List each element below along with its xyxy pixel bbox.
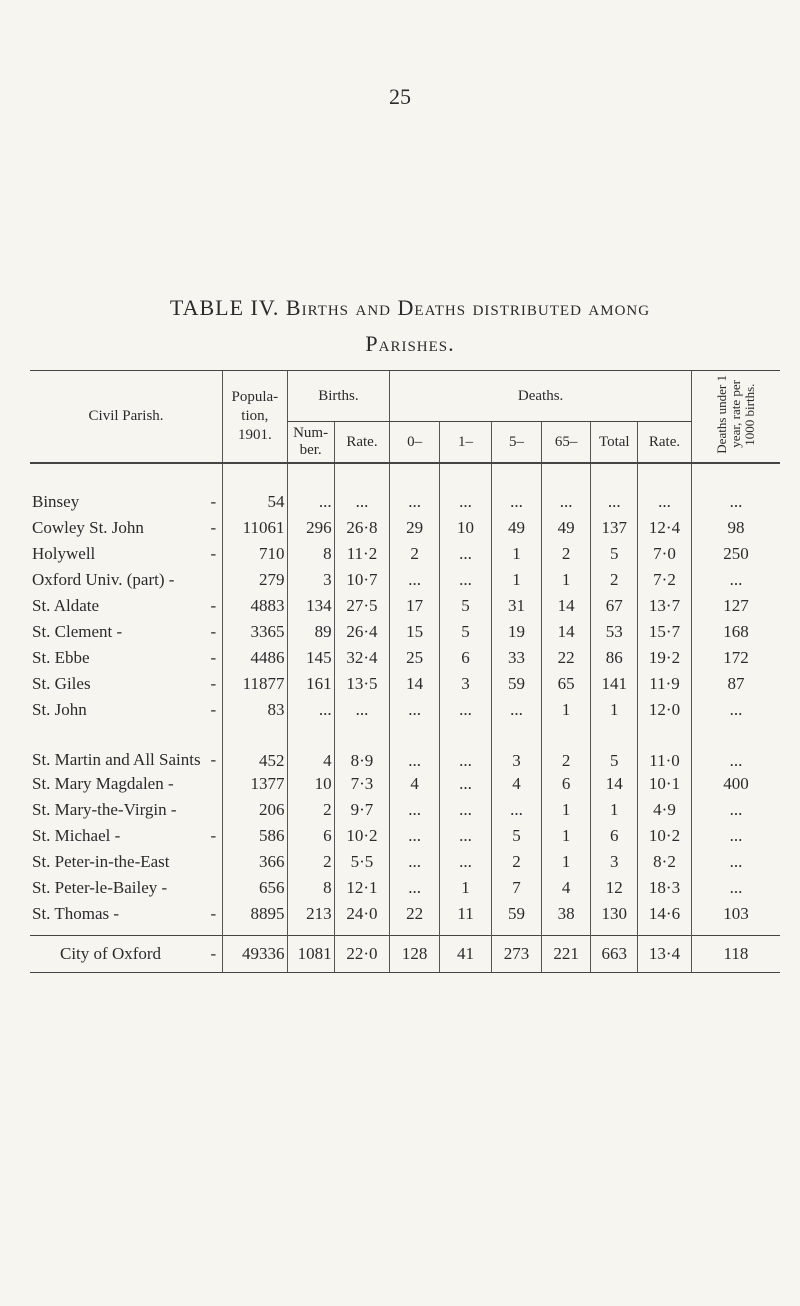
parish-name: St. Peter-in-the-East: [32, 852, 170, 871]
total-deaths-5: 273: [492, 936, 542, 973]
deaths-65-cell: 1: [541, 797, 591, 823]
parish-cell: [30, 619, 223, 645]
deaths-5-cell: 31: [492, 593, 542, 619]
deaths-rate-cell: ...: [638, 489, 692, 515]
table-body: [30, 463, 780, 927]
population-cell: 656: [223, 875, 287, 901]
parish-cell: [30, 697, 223, 723]
births-rate-cell: 10·2: [334, 823, 390, 849]
parish-name: St. Giles: [32, 674, 91, 693]
deaths-1-cell: ...: [439, 797, 491, 823]
infant-rate-cell: 172: [691, 645, 780, 671]
infant-rate-cell: ...: [691, 567, 780, 593]
parish-cell: [30, 593, 223, 619]
total-row: [30, 936, 780, 973]
births-number-cell: 145: [287, 645, 334, 671]
deaths-total-cell: 2: [591, 567, 638, 593]
deaths-65-cell: 1: [541, 567, 591, 593]
population-cell: 1377: [223, 771, 287, 797]
deaths-1-cell: 6: [439, 645, 491, 671]
infant-rate-cell: ...: [691, 489, 780, 515]
parish-name: St. Thomas -: [32, 904, 120, 923]
parish-name: St. Peter-le-Bailey -: [32, 878, 168, 897]
deaths-65-cell: 2: [541, 723, 591, 771]
parish-name: St. John: [32, 700, 87, 719]
parish-dash: -: [210, 492, 217, 511]
deaths-rate-cell: 19·2: [638, 645, 692, 671]
deaths-5-cell: 59: [492, 671, 542, 697]
table-row: [30, 619, 780, 645]
infant-rate-cell: ...: [691, 697, 780, 723]
header-births: Births.: [287, 371, 390, 422]
table-row: [30, 771, 780, 797]
table-row: [30, 797, 780, 823]
deaths-total-cell: 14: [591, 771, 638, 797]
population-cell: 3365: [223, 619, 287, 645]
deaths-total-cell: 53: [591, 619, 638, 645]
deaths-rate-cell: 13·7: [638, 593, 692, 619]
infant-rate-cell: 168: [691, 619, 780, 645]
births-number-cell: 10: [287, 771, 334, 797]
infant-rate-cell: 250: [691, 541, 780, 567]
population-cell: 452: [223, 723, 287, 771]
parish-name: St. Ebbe: [32, 648, 90, 667]
deaths-1-cell: ...: [439, 541, 491, 567]
header-deaths-total: Total: [591, 422, 638, 464]
table-row: [30, 489, 780, 515]
deaths-total-cell: 12: [591, 875, 638, 901]
births-number-cell: 296: [287, 515, 334, 541]
births-rate-cell: 7·3: [334, 771, 390, 797]
total-deaths-rate: 13·4: [638, 936, 692, 973]
births-number-cell: 213: [287, 901, 334, 927]
deaths-65-cell: 4: [541, 875, 591, 901]
table-title-prefix: TABLE IV.: [169, 295, 280, 320]
deaths-rate-cell: 12·0: [638, 697, 692, 723]
table-row: [30, 823, 780, 849]
deaths-5-cell: 33: [492, 645, 542, 671]
deaths-total-cell: 86: [591, 645, 638, 671]
infant-rate-cell: ...: [691, 849, 780, 875]
parish-dash: -: [210, 674, 217, 693]
deaths-65-cell: 2: [541, 541, 591, 567]
population-cell: 54: [223, 489, 287, 515]
deaths-rate-cell: 18·3: [638, 875, 692, 901]
parish-cell: [30, 875, 223, 901]
deaths-65-cell: 14: [541, 593, 591, 619]
population-cell: 710: [223, 541, 287, 567]
deaths-total-cell: 5: [591, 541, 638, 567]
births-number-cell: 89: [287, 619, 334, 645]
population-cell: 8895: [223, 901, 287, 927]
parish-dash: -: [210, 622, 217, 641]
infant-rate-cell: 400: [691, 771, 780, 797]
parish-name: St. Mary-the-Virgin -: [32, 800, 177, 819]
parish-cell: [30, 849, 223, 875]
parish-name: St. Aldate: [32, 596, 100, 615]
deaths-1-cell: ...: [439, 567, 491, 593]
deaths-65-cell: ...: [541, 489, 591, 515]
deaths-rate-cell: 7·0: [638, 541, 692, 567]
deaths-1-cell: 1: [439, 875, 491, 901]
parish-name: St. Clement -: [32, 622, 123, 641]
deaths-0-cell: ...: [390, 723, 440, 771]
population-cell: 586: [223, 823, 287, 849]
deaths-65-cell: 6: [541, 771, 591, 797]
population-cell: 279: [223, 567, 287, 593]
total-dash: -: [210, 944, 217, 963]
infant-rate-cell: ...: [691, 823, 780, 849]
total-parish-label: City of Oxford: [60, 944, 162, 963]
deaths-rate-cell: 15·7: [638, 619, 692, 645]
births-rate-cell: 26·8: [334, 515, 390, 541]
deaths-total-cell: 130: [591, 901, 638, 927]
parish-dash: -: [210, 544, 217, 563]
header-population: Popula- tion, 1901.: [223, 371, 287, 464]
deaths-5-cell: ...: [492, 697, 542, 723]
table-row: [30, 645, 780, 671]
parish-dash: -: [210, 750, 217, 769]
parish-cell: [30, 723, 223, 771]
parish-name: St. Mary Magdalen -: [32, 774, 174, 793]
deaths-0-cell: 29: [390, 515, 440, 541]
deaths-0-cell: 22: [390, 901, 440, 927]
total-deaths-total: 663: [591, 936, 638, 973]
births-rate-cell: 12·1: [334, 875, 390, 901]
table-row: [30, 849, 780, 875]
page-number: 25: [389, 84, 411, 109]
births-rate-cell: 11·2: [334, 541, 390, 567]
table-row: [30, 541, 780, 567]
deaths-1-cell: ...: [439, 697, 491, 723]
deaths-total-cell: ...: [591, 489, 638, 515]
deaths-65-cell: 22: [541, 645, 591, 671]
births-rate-cell: 10·7: [334, 567, 390, 593]
deaths-5-cell: 3: [492, 723, 542, 771]
deaths-rate-cell: 11·0: [638, 723, 692, 771]
parish-cell: [30, 567, 223, 593]
header-births-rate: Rate.: [334, 422, 390, 464]
deaths-1-cell: 3: [439, 671, 491, 697]
parish-cell: [30, 797, 223, 823]
deaths-65-cell: 1: [541, 823, 591, 849]
table-row: [30, 901, 780, 927]
deaths-1-cell: 11: [439, 901, 491, 927]
deaths-5-cell: ...: [492, 797, 542, 823]
deaths-65-cell: 38: [541, 901, 591, 927]
infant-rate-cell: 103: [691, 901, 780, 927]
parish-dash: -: [210, 518, 217, 537]
births-number-cell: 2: [287, 849, 334, 875]
deaths-1-cell: ...: [439, 489, 491, 515]
total-deaths-65: 221: [541, 936, 591, 973]
table-row: [30, 515, 780, 541]
table-row: [30, 567, 780, 593]
parish-dash: -: [210, 596, 217, 615]
deaths-65-cell: 49: [541, 515, 591, 541]
infant-rate-cell: 127: [691, 593, 780, 619]
infant-rate-cell: ...: [691, 797, 780, 823]
deaths-1-cell: ...: [439, 849, 491, 875]
parish-cell: [30, 541, 223, 567]
births-rate-cell: 9·7: [334, 797, 390, 823]
infant-rate-cell: 98: [691, 515, 780, 541]
total-deaths-1: 41: [439, 936, 491, 973]
parish-cell: [30, 771, 223, 797]
births-deaths-table: [30, 370, 780, 973]
deaths-total-cell: 67: [591, 593, 638, 619]
header-deaths-65: 65–: [541, 422, 591, 464]
deaths-total-cell: 6: [591, 823, 638, 849]
total-infant-rate: 118: [691, 936, 780, 973]
births-number-cell: 6: [287, 823, 334, 849]
deaths-total-cell: 5: [591, 723, 638, 771]
deaths-0-cell: 17: [390, 593, 440, 619]
births-number-cell: 8: [287, 541, 334, 567]
births-rate-cell: 24·0: [334, 901, 390, 927]
deaths-rate-cell: 12·4: [638, 515, 692, 541]
header-infant-rate-text: Deaths under 1 year, rate per 1000 births.: [713, 374, 757, 454]
deaths-5-cell: 4: [492, 771, 542, 797]
deaths-total-cell: 3: [591, 849, 638, 875]
deaths-5-cell: 2: [492, 849, 542, 875]
births-rate-cell: 5·5: [334, 849, 390, 875]
infant-rate-cell: ...: [691, 723, 780, 771]
births-rate-cell: 32·4: [334, 645, 390, 671]
parish-dash: -: [210, 648, 217, 667]
table-row: [30, 875, 780, 901]
deaths-0-cell: ...: [390, 697, 440, 723]
header-infant-rate: [691, 371, 780, 464]
header-deaths-1: 1–: [439, 422, 491, 464]
deaths-1-cell: 5: [439, 593, 491, 619]
deaths-5-cell: 59: [492, 901, 542, 927]
deaths-0-cell: 15: [390, 619, 440, 645]
population-cell: 11061: [223, 515, 287, 541]
births-rate-cell: 27·5: [334, 593, 390, 619]
total-deaths-0: 128: [390, 936, 440, 973]
births-rate-cell: ...: [334, 697, 390, 723]
table-row: [30, 723, 780, 771]
table-row: [30, 593, 780, 619]
deaths-0-cell: ...: [390, 849, 440, 875]
births-number-cell: 4: [287, 723, 334, 771]
deaths-5-cell: 49: [492, 515, 542, 541]
table-row: [30, 697, 780, 723]
deaths-total-cell: 141: [591, 671, 638, 697]
deaths-5-cell: 19: [492, 619, 542, 645]
parish-name: St. Martin and All Saints: [32, 750, 201, 769]
deaths-total-cell: 1: [591, 797, 638, 823]
births-rate-cell: ...: [334, 489, 390, 515]
deaths-0-cell: ...: [390, 823, 440, 849]
deaths-0-cell: ...: [390, 875, 440, 901]
deaths-5-cell: 1: [492, 567, 542, 593]
header-deaths: Deaths.: [390, 371, 692, 422]
parish-dash: -: [210, 826, 217, 845]
births-number-cell: 2: [287, 797, 334, 823]
parish-dash: -: [210, 700, 217, 719]
parish-name: Oxford Univ. (part) -: [32, 570, 175, 589]
deaths-rate-cell: 11·9: [638, 671, 692, 697]
births-rate-cell: 8·9: [334, 723, 390, 771]
deaths-5-cell: ...: [492, 489, 542, 515]
deaths-1-cell: 10: [439, 515, 491, 541]
table-title-line2: Parishes.: [365, 331, 455, 356]
total-population: 49336: [223, 936, 287, 973]
deaths-0-cell: 25: [390, 645, 440, 671]
header-births-number: Num- ber.: [287, 422, 334, 464]
total-births-number: 1081: [287, 936, 334, 973]
header-civil-parish: Civil Parish.: [30, 371, 223, 464]
deaths-rate-cell: 8·2: [638, 849, 692, 875]
parish-cell: [30, 645, 223, 671]
population-cell: 11877: [223, 671, 287, 697]
deaths-rate-cell: 7·2: [638, 567, 692, 593]
births-number-cell: ...: [287, 697, 334, 723]
deaths-0-cell: ...: [390, 797, 440, 823]
parish-name: Cowley St. John: [32, 518, 144, 537]
deaths-rate-cell: 4·9: [638, 797, 692, 823]
deaths-total-cell: 137: [591, 515, 638, 541]
parish-name: Holywell: [32, 544, 96, 563]
deaths-65-cell: 65: [541, 671, 591, 697]
total-parish: [30, 936, 223, 973]
births-rate-cell: 26·4: [334, 619, 390, 645]
parish-cell: [30, 901, 223, 927]
population-cell: 366: [223, 849, 287, 875]
deaths-5-cell: 1: [492, 541, 542, 567]
parish-cell: [30, 515, 223, 541]
births-number-cell: ...: [287, 489, 334, 515]
deaths-1-cell: ...: [439, 723, 491, 771]
table-row: [30, 671, 780, 697]
deaths-rate-cell: 14·6: [638, 901, 692, 927]
deaths-0-cell: 2: [390, 541, 440, 567]
parish-cell: [30, 823, 223, 849]
header-deaths-5: 5–: [492, 422, 542, 464]
header-deaths-0: 0–: [390, 422, 440, 464]
table-title-main: Births and Deaths distributed among: [285, 295, 651, 320]
births-rate-cell: 13·5: [334, 671, 390, 697]
deaths-1-cell: ...: [439, 771, 491, 797]
infant-rate-cell: 87: [691, 671, 780, 697]
deaths-0-cell: ...: [390, 567, 440, 593]
deaths-1-cell: ...: [439, 823, 491, 849]
deaths-5-cell: 7: [492, 875, 542, 901]
population-cell: 83: [223, 697, 287, 723]
deaths-0-cell: 4: [390, 771, 440, 797]
parish-dash: -: [210, 904, 217, 923]
population-cell: 206: [223, 797, 287, 823]
births-number-cell: 8: [287, 875, 334, 901]
parish-name: Binsey: [32, 492, 80, 511]
total-births-rate: 22·0: [334, 936, 390, 973]
header-deaths-rate: Rate.: [638, 422, 692, 464]
deaths-65-cell: 1: [541, 697, 591, 723]
births-number-cell: 161: [287, 671, 334, 697]
deaths-0-cell: ...: [390, 489, 440, 515]
deaths-5-cell: 5: [492, 823, 542, 849]
table-title: [40, 290, 780, 362]
population-cell: 4486: [223, 645, 287, 671]
deaths-rate-cell: 10·2: [638, 823, 692, 849]
deaths-1-cell: 5: [439, 619, 491, 645]
births-number-cell: 3: [287, 567, 334, 593]
deaths-total-cell: 1: [591, 697, 638, 723]
parish-cell: [30, 489, 223, 515]
parish-name: St. Michael -: [32, 826, 121, 845]
deaths-65-cell: 1: [541, 849, 591, 875]
deaths-0-cell: 14: [390, 671, 440, 697]
deaths-65-cell: 14: [541, 619, 591, 645]
deaths-rate-cell: 10·1: [638, 771, 692, 797]
infant-rate-cell: ...: [691, 875, 780, 901]
births-number-cell: 134: [287, 593, 334, 619]
parish-cell: [30, 671, 223, 697]
population-cell: 4883: [223, 593, 287, 619]
